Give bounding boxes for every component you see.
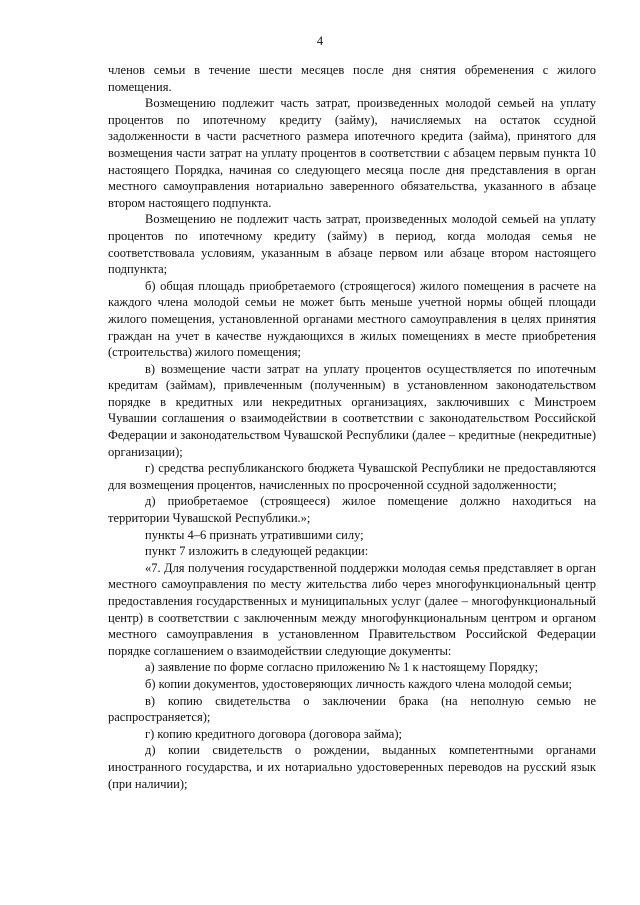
- paragraph-continuation: членов семьи в течение шести месяцев после дня снятия обременения с жилого помещения.: [108, 63, 596, 94]
- paragraph-item-d: д) приобретаемое (строящееся) жилое помещение должно находиться на территории Чувашской Республики.»;: [108, 494, 596, 526]
- paragraph-compensation-not-eligible: Возмещению не подлежит часть затрат, произведенных молодой семьей на уплату процентов по ипотечному кредиту (займу) в период, когда молодая семья не соответствовала условиям, указанным в абзаце первом или абзаце втором настоящего подпункта;: [108, 212, 596, 277]
- paragraph-point-7: «7. Для получения государственной поддержки молодая семья представляет в орган местного самоуправления по месту жительства либо через многофункциональный центр предоставления государственных и муниципальных услуг (далее – многофункциональный центр) в соответствии с заключенным между многофункциональным центром и органом местного самоуправления в установленном Правительством Российской Федерации порядке соглашением о взаимодействии следующие документы:: [108, 560, 596, 658]
- document-body: [108, 62, 596, 792]
- page-number: 4: [316, 34, 324, 48]
- list-item-g: г) копию кредитного договора (договора займа);: [145, 726, 402, 741]
- paragraph-point-7-intro: пункт 7 изложить в следующей редакции:: [145, 544, 369, 559]
- paragraph-item-b: б) общая площадь приобретаемого (строящегося) жилого помещения в расчете на каждого члена молодой семьи не может быть меньше учетной нормы общей площади жилого помещения, установленной органами местного самоуправления в целях принятия граждан на учет в качестве нуждающихся в жилых помещениях в месте приобретения (строительства) жилого помещения;: [108, 278, 596, 360]
- list-item-b: б) копии документов, удостоверяющих личность каждого члена молодой семьи;: [145, 676, 573, 691]
- list-item-d: д) копии свидетельств о рождении, выданных компетентными органами иностранного государства, и их нотариально удостоверенных переводов на русский язык (при наличии);: [108, 743, 596, 791]
- paragraph-points-4-6: пункты 4–6 признать утратившими силу;: [145, 527, 364, 542]
- paragraph-item-v: в) возмещение части затрат на уплату процентов осуществляется по ипотечным кредитам (займам), привлеченным (полученным) в установленном законодательством порядке в кредитных или некредитных организациях, заключивших с Минстроем Чувашии соглашения о взаимодействии в соответствии с законодательством Российской Федерации и законодательством Чувашской Республики (далее – кредитные (некредитные) организации);: [108, 361, 596, 459]
- paragraph-item-g: г) средства республиканского бюджета Чувашской Республики не предоставляются для возмещения процентов, начисленных по просроченной ссудной задолженности;: [108, 461, 596, 492]
- list-item-a: а) заявление по форме согласно приложению № 1 к настоящему Порядку;: [145, 660, 539, 675]
- paragraph-compensation-eligible: Возмещению подлежит часть затрат, произведенных молодой семьей на уплату процентов по ипотечному кредиту (займу), начисляемых на остаток ссудной задолженности в части расчетного размера ипотечного кредита (займа), принятого для возмещения части затрат на уплату процентов в соответствии с абзацем первым пункта 10 настоящего Порядка, начиная со следующего месяца после дня представления в орган местного самоуправления нотариально заверенного обязательства, указанного в абзаце втором настоящего подпункта.: [108, 96, 596, 210]
- list-item-v: в) копию свидетельства о заключении брака (на неполную семью не распространяется);: [108, 693, 596, 725]
